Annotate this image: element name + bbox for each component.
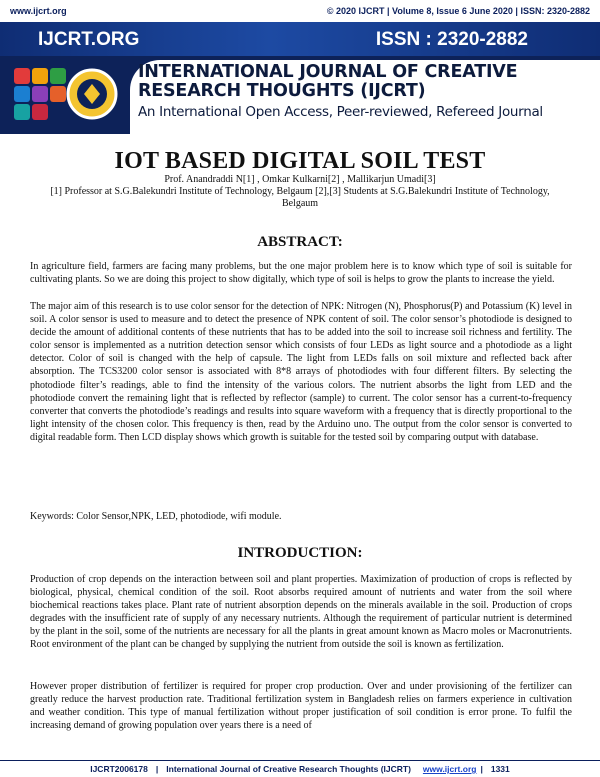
authors: Prof. Anandraddi N[1] , Omkar Kulkarni[2] , Mallikarjun Umadi[3] — [164, 174, 436, 185]
footer-separator: | — [480, 764, 483, 774]
introduction-paragraph-2: However proper distribution of fertilizer is required for proper crop production. Over and under provisioning of the fertilizer can greatly reduce the harvest production rate. Traditional fertilization system in Bangladesh relies on farmers experience in cultivation and weather condition. This type of manual fertilization without proper justification of soil condition is error prone. To fulfil the increasing demand of growing population over years there is a need of — [30, 681, 572, 732]
footer-separator: | — [155, 764, 159, 774]
affiliation: [1] Professor at S.G.Balekundri Institute of Technology, Belgaum [2],[3] Students at S.G.Balekundri Institute of Technology, Belgaum — [50, 186, 550, 209]
banner-brand: IJCRT.ORG — [38, 29, 140, 50]
banner-issn: ISSN : 2320-2882 — [375, 29, 528, 50]
introduction-paragraph-1: Production of crop depends on the interaction between soil and plant properties. Maximization of production of crops is reflected by biological, physical, chemical condition of the soil. Root absorbs required amount of nutrients and water from the soil where biochemical reactions takes place. Plant rate of nutrient absorption depends on the minerals available in the soil. Production of crops degrades with the insufficient rate of supply of any necessary nutrients. Although the requirement of particular nutrient is determined by the plant in the soil, some of the nutrients are necessary for all the plants in great amount known as Macro moles or Macronutrients. Root environment of the plant can be changed by supplying the nutrient from outside the soil is known as fertilization. — [30, 574, 572, 651]
banner-journal-title — [138, 63, 593, 101]
banner-journal-title-line2: RESEARCH THOUGHTS (IJCRT) — [138, 81, 426, 101]
header-issue-line: © 2020 IJCRT | Volume 8, Issue 6 June 2020 | ISSN: 2320-2882 — [326, 6, 590, 16]
introduction-heading: INTRODUCTION: — [237, 545, 363, 561]
abstract-paragraph-1: In agriculture field, farmers are facing many problems, but the one major problem here is to know which type of soil is suitable for cultivating plants. So we are doing this project to show digitally, which type of soil is helps to grow the plants to increase the yield. — [30, 261, 572, 286]
header-site[interactable]: www.ijcrt.org — [10, 6, 67, 16]
keywords: Keywords: Color Sensor,NPK, LED, photodiode, wifi module. — [30, 511, 282, 522]
footer-page-number: 1331 — [490, 764, 510, 774]
running-header — [0, 0, 600, 22]
journal-banner — [0, 22, 600, 134]
footer-paper-id: IJCRT2006178 — [90, 764, 148, 774]
journal-logo-icon — [8, 62, 132, 132]
footer-journal: International Journal of Creative Research Thoughts (IJCRT) — [166, 764, 411, 774]
abstract-paragraph-2: The major aim of this research is to use color sensor for the detection of NPK: Nitrogen (N), Phosphorus(P) and Potassium (K) level in soil. A color sensor is used to measure and to detect the presence of NPK content of soil. The color sensor’s photodiode is designed to decide the amount of additional contents of these nutrients that has to be added into the soil to increase soil richness and fertility. The color sensor is implemented as a nutrition detection sensor which consists of four LEDs as light source and a photodiode as a light detector. Color of soil is changed with the help of capsule. The light from LEDs falls on soil mixture and reflected back after absorption. The TCS3200 color sensor is associated with 8*8 arrays of photodiodes with four different filters. By selecting the photodiode filter’s readings, able to find the intensity of the various colors. The nutrient absorbs the light from LED and the photodiode convert the remaining light that is reflected by reflector (sample) to current. The color sensor has a current-to-frequency converter that converts the photodiode’s readings and results into square waveform with a frequency that is directly proportional to the light intensity of the chosen color. This frequency is then, read by the Arduino uno. The output from the color sensor is converted to digital readable form. Then LCD display shows which growth is suitable for the tested soil by comparing output with database. — [30, 301, 572, 443]
abstract-heading: ABSTRACT: — [257, 234, 343, 250]
footer-url-link[interactable]: www.ijcrt.org — [422, 764, 477, 774]
page-footer — [0, 760, 600, 777]
banner-tagline: An International Open Access, Peer-reviewed, Refereed Journal — [138, 104, 543, 120]
banner-journal-title-line1: INTERNATIONAL JOURNAL OF CREATIVE — [138, 62, 518, 82]
paper-title: IOT BASED DIGITAL SOIL TEST — [114, 148, 486, 174]
